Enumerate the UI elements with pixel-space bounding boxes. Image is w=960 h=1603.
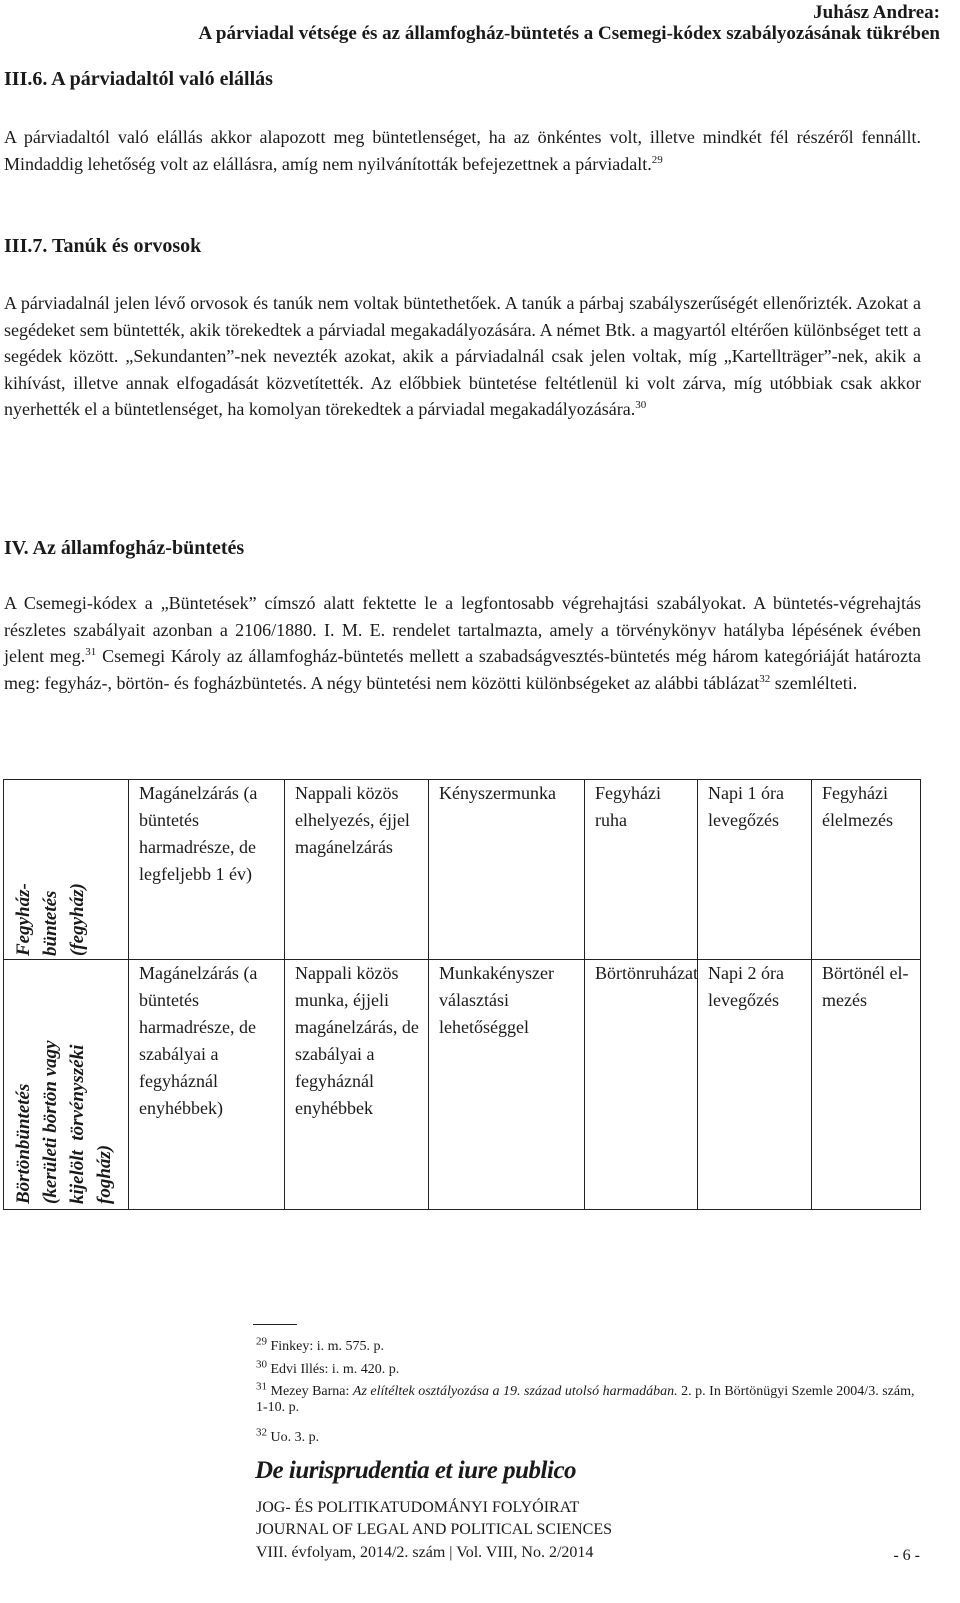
paragraph-4-text-b: Csemegi Károly az államfogház-büntetés mellett a szabadságvesztés-büntetés még három kategóriáját határozta meg: fegyház-, börtön- és fogházbüntetés. A négy büntetési nem közötti különbségeket az alábbi táblázat (4, 646, 921, 693)
footnote-ref-29[interactable]: 29 (651, 153, 663, 166)
footnote-31 (256, 1380, 926, 1416)
footnote-number: 31 (256, 1380, 267, 1393)
running-header (199, 2, 941, 44)
row-header-borton: Börtönbüntetés (kerületi börtön vagy kijelölt törvényszéki fogház) (13, 1040, 115, 1204)
journal-logo: De iurisprudentia et iure publico (255, 1457, 577, 1484)
section-heading-3-6: III.6. A párviadaltól való elállás (4, 68, 273, 90)
table-cell: Börtönél el-mezés (812, 960, 921, 1210)
table-cell: Magánelzárás (a büntetés harmadrésze, de szabályai a fegyháznál enyhébbek) (129, 960, 285, 1210)
journal-issue: VIII. évfolyam, 2014/2. szám | Vol. VIII, No. 2/2014 (256, 1544, 594, 1561)
footnote-cited-title: Az elítéltek osztályozása a 19. század utolsó harmadában. (352, 1384, 678, 1399)
header-author: Juhász Andrea: (813, 2, 940, 23)
punishment-comparison-table (3, 779, 921, 1210)
footnote-text: Finkey: i. m. 575. p. (270, 1339, 385, 1354)
table-cell: Nappali közös munka, éjjeli magánelzárás, de szabályai a fegyháznál enyhébbek (285, 960, 429, 1210)
footnote-ref-32[interactable]: 32 (759, 672, 771, 685)
table-cell: Fegyházi ruha (585, 780, 698, 960)
footnote-number: 32 (256, 1426, 267, 1439)
section-heading-4: IV. Az államfogház-büntetés (4, 537, 245, 559)
row-header-cell (4, 780, 129, 960)
paragraph-4-text-a: A Csemegi-kódex a „Büntetések” címszó alatt fektette le a legfontosabb végrehajtási szabályokat. A büntetés-végrehajtás részletes szabályait azonban a 2106/1880. I. M. E. rendelet tartalmazta, amely a törvénykönyv hatályba lépésének évében jelent meg. (4, 593, 921, 667)
footnote-ref-30[interactable]: 30 (635, 399, 647, 412)
footnote-32 (256, 1426, 926, 1446)
journal-subtitle-hu: JOG- ÉS POLITIKATUDOMÁNYI FOLYÓIRAT (256, 1499, 580, 1516)
footnote-text: 2. p. In Börtönügyi Szemle 2004/3. szám, 1-10. p. (256, 1384, 915, 1415)
table-cell: Fegyházi élelmezés (812, 780, 921, 960)
table-cell: Magánelzárás (a büntetés harmadrésze, de legfeljebb 1 év) (129, 780, 285, 960)
section-heading-3-7: III.7. Tanúk és orvosok (4, 235, 202, 257)
table-cell: Napi 2 óra levegőzés (698, 960, 812, 1210)
paragraph-3-6 (4, 124, 921, 177)
paragraph-4 (4, 590, 921, 696)
table-row-fegyhaz (4, 780, 921, 960)
footnote-text: Mezey Barna: (270, 1384, 353, 1399)
table-cell: Munkakényszer választási lehetőséggel (429, 960, 585, 1210)
header-title: A párviadal vétsége és az államfogház-büntetés a Csemegi-kódex szabályozásának tükrében (198, 23, 940, 44)
table-cell: Kényszermunka (429, 780, 585, 960)
paragraph-3-7-text: A párviadalnál jelen lévő orvosok és tanúk nem voltak büntethetőek. A tanúk a párbaj szabályszerűségét ellenőrizték. Azokat a segédeket sem büntették, akik törekedtek a párviadal megakadályozására. A német Btk. a magyartól eltérően különbséget tett a segédek között. „Sekundanten”-nek nevezték azokat, akik a párviadalnál csak jelen voltak, míg „Kartellträger”-nek, akik a kihívást, illetve annak elfogadását közvetítették. Az előbbiek büntetése feltétlenül ki volt zárva, míg utóbbiak csak akkor nyerhették el a büntetlenséget, ha komolyan törekedtek a párviadal megakadályozására. (4, 293, 921, 420)
footnote-ref-31[interactable]: 31 (85, 646, 97, 659)
paragraph-3-6-text: A párviadaltól való elállás akkor alapozott meg büntetlenséget, ha az önkéntes volt, illetve mindkét fél részéről fennállt. Mindaddig lehetőség volt az elállásra, amíg nem nyilvánították befejezettnek a párviadalt. (4, 127, 921, 174)
row-header-cell (4, 960, 129, 1210)
paragraph-4-text-c: szemlélteti. (770, 672, 858, 693)
row-header-fegyhaz: Fegyház- büntetés (fegyház) (13, 883, 88, 956)
footnote-text: Edvi Illés: i. m. 420. p. (270, 1362, 400, 1377)
table-cell: Napi 1 óra levegőzés (698, 780, 812, 960)
journal-subtitle-en: JOURNAL OF LEGAL AND POLITICAL SCIENCES (256, 1521, 612, 1538)
page-number: - 6 - (893, 1547, 920, 1564)
footnote-number: 29 (256, 1335, 267, 1348)
table-cell: Börtönruházat (585, 960, 698, 1210)
paragraph-3-7 (4, 290, 921, 423)
footnote-number: 30 (256, 1358, 267, 1371)
footnote-text: Uo. 3. p. (270, 1430, 320, 1445)
footnote-29 (256, 1335, 926, 1355)
table-row-borton (4, 960, 921, 1210)
table-cell: Nappali közös elhelyezés, éjjel magánelzárás (285, 780, 429, 960)
footnote-separator (253, 1324, 297, 1325)
footnote-30 (256, 1358, 926, 1378)
